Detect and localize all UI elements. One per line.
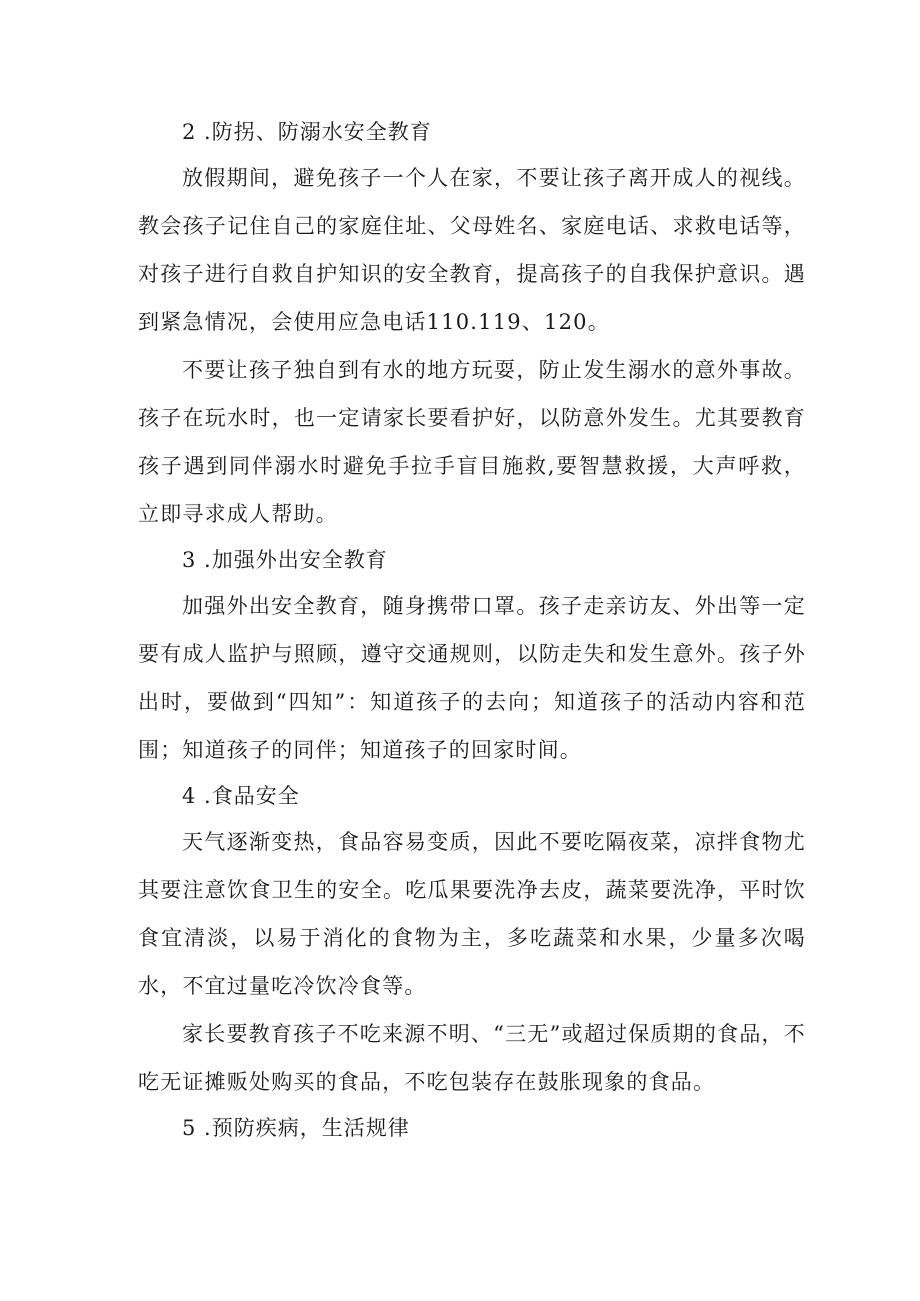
section-heading-3: 3 .加强外出安全教育: [182, 548, 388, 572]
section-heading-2: 2 .防拐、防溺水安全教育: [182, 120, 432, 144]
paragraph-2-1: 放假期间，避免孩子一个人在家，不要让孩子离开成人的视线。教会孩子记住自己的家庭住址、父母姓名、家庭电话、求救电话等，对孩子进行自救自护知识的安全教育，提高孩子的自我保护意识。遇到紧急情况，会使用应急电话110.119、120。: [138, 166, 806, 334]
paragraph-4-2: 家长要教育孩子不吃来源不明、“三无”或超过保质期的食品，不吃无证摊贩处购买的食品，不吃包装存在鼓胀现象的食品。: [138, 1022, 806, 1094]
document-body: [138, 110, 806, 1150]
section-heading-4: 4 .食品安全: [182, 784, 300, 808]
paragraph-4-1: 天气逐渐变热，食品容易变质，因此不要吃隔夜菜，凉拌食物尤其要注意饮食卫生的安全。吃瓜果要洗净去皮，蔬菜要洗净，平时饮食宜清淡，以易于消化的食物为主，多吃蔬菜和水果，少量多次喝水，不宜过量吃冷饮冷食等。: [138, 830, 806, 998]
paragraph-2-2: 不要让孩子独自到有水的地方玩耍，防止发生溺水的意外事故。孩子在玩水时，也一定请家长要看护好，以防意外发生。尤其要教育孩子遇到同伴溺水时避免手拉手盲目施救,要智慧救援，大声呼救，立即寻求成人帮助。: [138, 358, 806, 526]
paragraph-3-1: 加强外出安全教育，随身携带口罩。孩子走亲访友、外出等一定要有成人监护与照顾，遵守交通规则，以防走失和发生意外。孩子外出时，要做到“四知”：知道孩子的去向；知道孩子的活动内容和范围；知道孩子的同伴；知道孩子的回家时间。: [138, 594, 806, 762]
section-heading-5: 5 .预防疾病，生活规律: [182, 1116, 410, 1140]
